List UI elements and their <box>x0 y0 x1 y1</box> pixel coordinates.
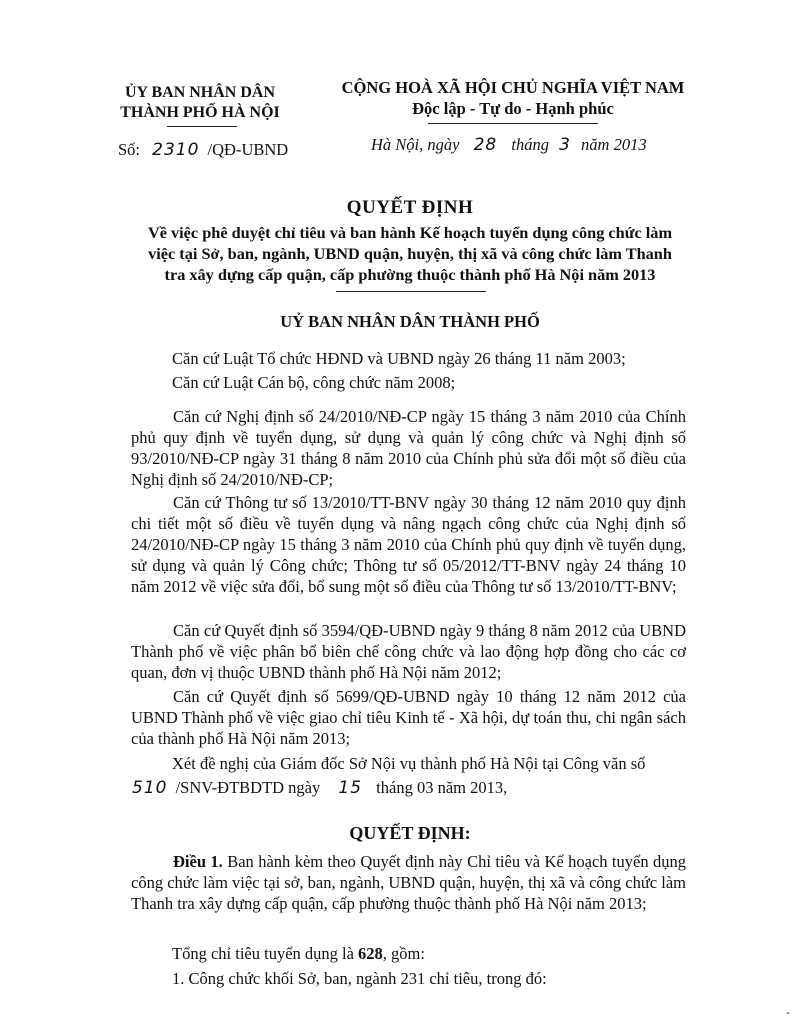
issuer-name-line2: THÀNH PHỐ HÀ NỘI <box>120 104 280 121</box>
title-subject-line3: tra xây dựng cấp quận, cấp phường thuộc thành phố Hà Nội năm 2013 <box>164 265 656 284</box>
proposal-ref: /SNV-ĐTBDTD ngày <box>175 778 321 797</box>
authority-heading: UỶ BAN NHÂN DÂN THÀNH PHỐ <box>280 312 540 331</box>
proposal-number-handwritten: 510 <box>132 778 168 798</box>
legal-basis-2: Căn cứ Luật Cán bộ, công chức năm 2008; <box>172 373 456 392</box>
corner-mark: - <box>786 1006 790 1019</box>
total-prefix: Tổng chỉ tiêu tuyển dụng là <box>172 944 354 963</box>
legal-basis-5: Căn cứ Quyết định số 3594/QĐ-UBND ngày 9 tháng 8 năm 2012 của UBND Thành phố về việc phân bổ biên chế công chức và lao động hợp đồng cho các cơ quan, đơn vị thuộc UBND thành phố Hà Nội năm 2012; <box>131 621 686 682</box>
decision-heading: QUYẾT ĐỊNH: <box>349 823 471 843</box>
decision-title: QUYẾT ĐỊNH <box>346 197 474 218</box>
article-1-label: Điều 1. <box>173 852 223 871</box>
proposal-date: tháng 03 năm 2013, <box>376 778 508 797</box>
item-1: 1. Công chức khối Sở, ban, ngành 231 chỉ tiêu, trong đó: <box>172 969 547 988</box>
total-quota <box>172 944 425 964</box>
national-motto: Độc lập - Tự do - Hạnh phúc <box>412 99 614 118</box>
issuer-name-line1: ỦY BAN NHÂN DÂN <box>124 84 276 101</box>
number-handwritten: 2310 <box>152 140 200 160</box>
date-part2: tháng <box>511 135 549 154</box>
motto-underline <box>428 123 598 124</box>
total-suffix: , gồm: <box>382 944 425 963</box>
title-subject-line2: việc tại Sở, ban, ngành, UBND quận, huyện, thị xã và công chức làm Thanh <box>148 244 672 263</box>
date-part1: Hà Nội, ngày <box>371 135 460 154</box>
document-number <box>118 140 288 160</box>
date-part3: năm 2013 <box>581 135 647 154</box>
number-prefix: Số: <box>118 140 141 159</box>
national-title: CỘNG HOÀ XÃ HỘI CHỦ NGHĨA VIỆT NAM <box>341 78 685 97</box>
proposal-day-handwritten: 15 <box>338 778 363 798</box>
date-month-handwritten: 3 <box>559 135 571 155</box>
issuer-underline <box>167 126 237 127</box>
total-value: 628 <box>358 944 383 963</box>
legal-basis-3: Căn cứ Nghị định số 24/2010/NĐ-CP ngày 15 tháng 3 năm 2010 của Chính phủ quy định về tuyển dụng, sử dụng và quản lý công chức và Nghị định số 93/2010/NĐ-CP ngày 31 tháng 8 năm 2010 của Chính phủ sửa đổi một số điều của Nghị định số 24/2010/NĐ-CP; <box>131 407 686 489</box>
legal-basis-4: Căn cứ Thông tư số 13/2010/TT-BNV ngày 30 tháng 12 năm 2010 quy định chi tiết một số điều về tuyển dụng và nâng ngạch công chức của Nghị định số 24/2010/NĐ-CP ngày 15 tháng 3 năm 2010 của Chính phủ quy định về tuyển dụng, sử dụng và quản lý Công chức; Thông tư số 05/2012/TT-BNV ngày 24 tháng 10 năm 2012 về việc sửa đổi, bổ sung một số điều của Thông tư số 13/2010/TT-BNV; <box>131 493 686 596</box>
document-date <box>371 135 647 155</box>
number-suffix: /QĐ-UBND <box>207 140 289 159</box>
title-underline <box>336 291 486 292</box>
title-subject-line1: Về việc phê duyệt chỉ tiêu và ban hành Kế hoạch tuyển dụng công chức làm <box>147 223 673 242</box>
article-1-text: Ban hành kèm theo Quyết định này Chỉ tiêu và Kế hoạch tuyển dụng công chức làm việc tại sở, ban, ngành, UBND quận, huyện, thị xã và công chức làm Thanh tra xây dựng cấp quận, cấp phường thuộc thành phố Hà Nội năm 2013; <box>131 852 687 913</box>
legal-basis-1: Căn cứ Luật Tổ chức HĐND và UBND ngày 26 tháng 11 năm 2003; <box>172 349 626 368</box>
date-day-handwritten: 28 <box>473 135 498 155</box>
proposal-line1: Xét đề nghị của Giám đốc Sở Nội vụ thành phố Hà Nội tại Công văn số <box>172 754 646 773</box>
proposal-line2 <box>132 778 507 798</box>
article-1 <box>131 851 686 914</box>
legal-basis-6: Căn cứ Quyết định số 5699/QĐ-UBND ngày 10 tháng 12 năm 2012 của UBND Thành phố về việc giao chỉ tiêu Kinh tế - Xã hội, dự toán thu, chi ngân sách của thành phố Hà Nội năm 2013; <box>131 687 686 748</box>
